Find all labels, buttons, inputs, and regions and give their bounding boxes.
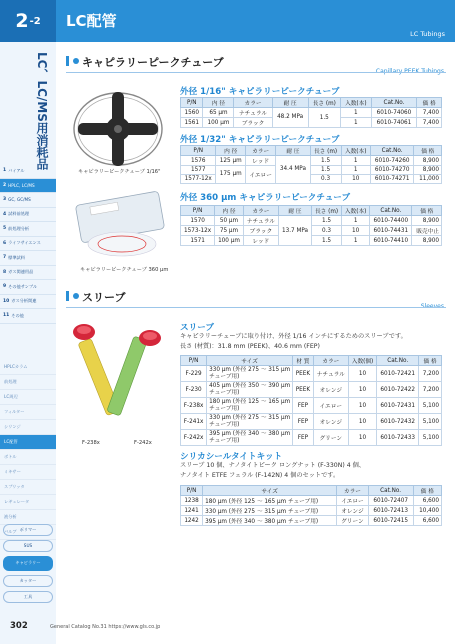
section-nav-item[interactable]: バルブ (0, 525, 56, 540)
table-cell: F-241x (181, 414, 207, 430)
nav-item-label: その他サンプル (8, 283, 38, 289)
nav-item-5[interactable] (0, 222, 56, 237)
table-cell: 180 μm (外径 125 ～ 165 μm チューブ用) (203, 496, 337, 506)
section-nav-item[interactable]: 前処理 (0, 375, 56, 390)
tubing-type-pill[interactable]: SUS (3, 540, 53, 552)
table-cell: 330 μm (外径 275 ～ 315 μm チューブ用) (207, 366, 293, 382)
table-cell: FEP (293, 398, 314, 414)
tubing-type-nav (0, 520, 56, 607)
nav-item-number: 4 (3, 211, 7, 217)
table-cell: 6,600 (413, 516, 441, 526)
capillary-box-photo (72, 184, 168, 264)
nav-item-label: ガス関連用品 (8, 269, 34, 275)
nav-item-label: バイアル (8, 167, 25, 173)
table-cell: 330 μm (外径 275 ～ 315 μm チューブ用) (203, 506, 337, 516)
table-cell: 1242 (181, 516, 203, 526)
table-cell: オレンジ (337, 506, 368, 516)
table-cell: 395 μm (外径 340 ～ 380 μm チューブ用) (203, 516, 337, 526)
table-cell: イエロー (313, 398, 348, 414)
nav-item-number: 10 (3, 298, 10, 304)
table-row: 1570 50 μm ナチュラル 13.7 MPa 1.5 1 6010-74400 8,900 (181, 216, 442, 226)
nav-item-number: 9 (3, 284, 7, 290)
section-nav-item[interactable]: フィルター (0, 405, 56, 420)
table-cell: PEEK (293, 366, 314, 382)
nav-item-number: 1 (3, 168, 7, 174)
table-kit: P/N サイズ カラー Cat.No. 価 格 1238 180 μm (外径 125 ～ 165 μm チューブ用) イエロー 6010-72407 6,600 1241 330 μm (外径 275 ～ 315 μm チューブ用) オレンジ 6010-72413 10,400 1242 395 μm (外径 340 ～ 380 μm チューブ用) グリーン 6010-72415 6,600 (180, 485, 442, 526)
table-sleeves: P/N サイズ 材 質 カラー 入数(個) Cat.No. 価 格 F-229 330 μm (外径 275 ～ 315 μm チューブ用) PEEK ナチュラル 10 6010-72421 7,200 F-230 405 μm (外径 350 ～ 390 μm チューブ用) PEEK オレンジ 10 6010-72422 7,200 F-238x 180 μm (外径 125 ～ 165 μm チューブ用) FEP イエロー 10 6010-72431 5,100 F-241x 330 μm (外径 275 ～ 315 μm チューブ用) FEP オレンジ 10 6010-72432 5,100 F-242x 395 μm (外径 340 ～ 380 μm チューブ用) FEP グリーン 10 6010-72433 5,100 (180, 355, 442, 446)
table-cell: 6010-72407 (368, 496, 413, 506)
table-cell: F-229 (181, 366, 207, 382)
nav-item-number: 5 (3, 226, 7, 232)
section-nav-item[interactable]: シリンジ (0, 420, 56, 435)
tubing-type-pill[interactable]: ポリマー (3, 524, 53, 536)
page-title: LC配管 (66, 12, 117, 30)
section-nav-item[interactable]: スプリッタ (0, 480, 56, 495)
footer-text: General Catalog No.31 https://www.gls.co.jp (50, 624, 161, 630)
nav-item-number: 11 (3, 313, 10, 319)
table-cell: 10 (348, 382, 376, 398)
table-cell: FEP (293, 414, 314, 430)
section-capillary-peek (66, 53, 446, 69)
table-cell: 6010-72413 (368, 506, 413, 516)
table-cell: F-230 (181, 382, 207, 398)
table-cell: PEEK (293, 382, 314, 398)
table-cell: 6010-72432 (377, 414, 419, 430)
table-1-16-peek: P/N 内 径 カラー 耐 圧 長さ (m) 入数(本) Cat.No. 価 格 1560 65 μm ナチュラル 48.2 MPa 1.5 1 6010-74060 7,400 1561 100 μm ブラック 1 6010-74061 7,400 (180, 97, 442, 128)
kit-desc-1: スリーブ 10 個、ナノタイトピーク ロングナット (F-330N) 4 個、 (180, 462, 365, 469)
section-nav-item[interactable]: LC配管 (0, 435, 56, 450)
table-cell: 395 μm (外径 340 ～ 380 μm チューブ用) (207, 430, 293, 446)
page-subtitle: LC Tubings (410, 30, 445, 38)
photo-caption-1: キャピラリーピークチューブ 1/16" (78, 169, 161, 175)
table-row (181, 430, 442, 446)
table-cell: 180 μm (外径 125 ～ 165 μm チューブ用) (207, 398, 293, 414)
table-360-peek: P/N 内 径 カラー 耐 圧 長さ (m) 入数(本) Cat.No. 価 格 1570 50 μm ナチュラル 13.7 MPa 1.5 1 6010-74400 8,900 1573-12x 75 μm ブラック 0.3 10 6010-74431 販売中止 1571 100 μm レッド 1.5 1 6010-74410 8,900 (180, 205, 442, 246)
nav-item-label: 前処理分析 (8, 225, 30, 231)
table-row (181, 382, 442, 398)
table-cell: 10 (348, 398, 376, 414)
nav-item-number: 6 (3, 240, 7, 246)
table-row (181, 366, 442, 382)
t1-heading: 外径 1/16" キャピラリーピークチューブ (180, 87, 340, 97)
table-row: 1576 125 μm レッド 34.4 MPa 1.5 1 6010-74260 8,900 (181, 156, 442, 166)
t2-heading: 外径 1/32" キャピラリーピークチューブ (180, 135, 340, 145)
section-nav-item[interactable]: ボトル (0, 450, 56, 465)
table-cell: グリーン (313, 430, 348, 446)
table-cell: 330 μm (外径 275 ～ 315 μm チューブ用) (207, 414, 293, 430)
table-cell: 1238 (181, 496, 203, 506)
sleeve-desc-2: 長さ (材質)：31.8 mm (PEEK)、40.6 mm (FEP) (180, 343, 320, 350)
nav-item-label: ライフサイエンス (8, 240, 41, 246)
kit-desc-2: ナノタイト ETFE フェラル (F-142N) 4 個のセットです。 (180, 472, 340, 479)
table-row (181, 516, 442, 526)
table-row: 1577-12x 0.3 10 6010-74271 11,000 (181, 174, 442, 183)
table-cell: 6010-72415 (368, 516, 413, 526)
section-title: スリーブ (82, 291, 126, 304)
table-cell: 6010-72422 (377, 382, 419, 398)
nav-item-7[interactable] (0, 251, 56, 266)
table-cell: 7,200 (419, 382, 442, 398)
section-title: キャピラリーピークチューブ (82, 56, 224, 69)
nav-item-label: その他 (11, 312, 24, 318)
table-cell: 5,100 (419, 430, 442, 446)
nav-item-number: 2 (3, 182, 7, 188)
table-1-32-peek: P/N 内 径 カラー 耐 圧 長さ (m) 入数(本) Cat.No. 価 格 1576 125 μm レッド 34.4 MPa 1.5 1 6010-74260 8,900 1577 175 μm イエロー 1.5 1 6010-74270 8,900 1577-12x 0.3 10 6010-74271 11,000 (180, 145, 442, 184)
table-cell: 405 μm (外径 350 ～ 390 μm チューブ用) (207, 382, 293, 398)
table-cell: 7,200 (419, 366, 442, 382)
tubing-type-pill[interactable]: カッター (3, 575, 53, 587)
table-row: 1560 65 μm ナチュラル 48.2 MPa 1.5 1 6010-74060 7,400 (181, 108, 442, 118)
table-cell: オレンジ (313, 382, 348, 398)
kit-heading: シリカシールタイトキット (180, 452, 283, 462)
table-cell: 6010-72421 (377, 366, 419, 382)
table-cell: F-238x (181, 398, 207, 414)
table-row: 1561 100 μm ブラック 1 6010-74061 7,400 (181, 118, 442, 128)
table-row (181, 414, 442, 430)
table-cell: グリーン (337, 516, 368, 526)
table-cell: F-242x (181, 430, 207, 446)
table-cell: 6010-72433 (377, 430, 419, 446)
photo-caption-2: キャピラリーピークチューブ 360 μm (80, 267, 169, 273)
nav-item-4[interactable] (0, 208, 56, 223)
capillary-tubing-photo (68, 84, 168, 174)
photo-label-f238x: F-238x (82, 440, 100, 446)
table-row: 1573-12x 75 μm ブラック 0.3 10 6010-74431 販売中止 (181, 226, 442, 236)
table-cell: 5,100 (419, 414, 442, 430)
nav-item-2[interactable] (0, 179, 56, 194)
nav-item-1[interactable] (0, 164, 56, 179)
table-cell: イエロー (337, 496, 368, 506)
table-cell: ナチュラル (313, 366, 348, 382)
table-cell: 6010-72431 (377, 398, 419, 414)
sleeve-heading: スリーブ (180, 323, 214, 333)
section-nav-item[interactable]: 液分析 (0, 510, 56, 525)
table-cell: 10 (348, 366, 376, 382)
nav-item-label: 試料前処理 (8, 211, 30, 217)
nav-item-10[interactable] (0, 295, 56, 310)
nav-item-3[interactable] (0, 193, 56, 208)
table-cell: オレンジ (313, 414, 348, 430)
table-cell: FEP (293, 430, 314, 446)
nav-item-11[interactable] (0, 309, 56, 324)
nav-item-number: 3 (3, 197, 7, 203)
table-cell: 1241 (181, 506, 203, 516)
tubing-type-pill[interactable]: キャピラリー (3, 556, 53, 571)
sidebar (0, 42, 56, 644)
tubing-type-pill[interactable]: 工具 (3, 591, 53, 603)
table-cell: 10 (348, 430, 376, 446)
nav-item-label: GC, GC/MS (8, 197, 31, 203)
nav-item-label: 標準試料 (8, 254, 25, 260)
table-row (181, 496, 442, 506)
nav-item-label: ガス分析関連 (11, 298, 37, 304)
table-cell: 10 (348, 414, 376, 430)
table-cell: 10,400 (413, 506, 441, 516)
chapter-nav (0, 164, 56, 324)
section-nav-item[interactable]: レギュレータ (0, 495, 56, 510)
nav-item-8[interactable] (0, 266, 56, 281)
table-row: 1577 175 μm イエロー 1.5 1 6010-74270 8,900 (181, 166, 442, 175)
table-cell: 6,600 (413, 496, 441, 506)
sleeves-photo (64, 318, 174, 438)
sleeve-desc-1: キャピラリーチューブに取り付け、外径 1/16 インチにするためのスリーブです。 (180, 333, 407, 340)
section-nav-item[interactable]: HPLCカラム (0, 360, 56, 375)
table-cell: 5,100 (419, 398, 442, 414)
side-title: LC、LC/MS用消耗品 (35, 52, 49, 170)
section-sleeves (66, 288, 446, 304)
nav-item-9[interactable] (0, 280, 56, 295)
table-row (181, 506, 442, 516)
nav-item-number: 7 (3, 255, 7, 261)
chapter-number: 2 -2 (0, 0, 56, 42)
section-nav-item[interactable]: LC周辺 (0, 390, 56, 405)
table-row (181, 398, 442, 414)
photo-label-f242x: F-242x (134, 440, 152, 446)
section-nav-item[interactable]: ミキサー (0, 465, 56, 480)
page-number: 302 (10, 621, 28, 631)
nav-item-6[interactable] (0, 237, 56, 252)
table-row: 1571 100 μm レッド 1.5 1 6010-74410 8,900 (181, 236, 442, 246)
section-nav (0, 360, 56, 540)
t3-heading: 外径 360 μm キャピラリーピークチューブ (180, 193, 351, 203)
nav-item-number: 8 (3, 269, 7, 275)
nav-item-label: HPLC, LC/MS (8, 182, 35, 188)
